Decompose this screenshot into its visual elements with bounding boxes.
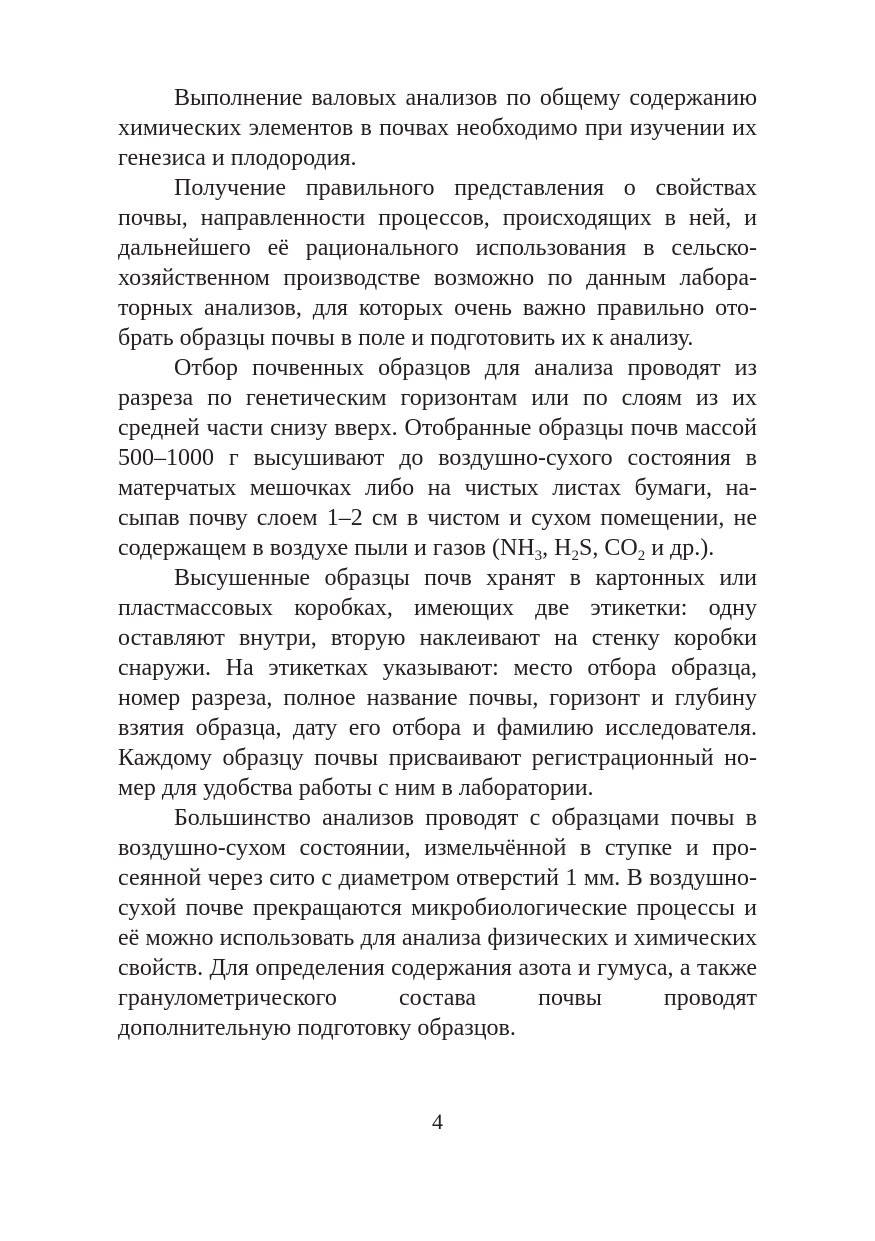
paragraph-1: Выполнение валовых анализов по общему содержанию химических элементов в почвах необходимо при изучении их генезиса и плодородия. bbox=[118, 85, 757, 171]
paragraph-4: Высушенные образцы почв хранят в картонных или пластмассовых коробках, имеющих две этикетки: одну оставляют внутри, вторую наклеивают на стенку коробки снаружи. На этикетках указывают: место отбора образца, номер разреза, полное название почвы, горизонт и глубину взятия образца, дату его отбора и фамилию исследователя. Каждому образцу почвы присваивают регистрационный номер для удобства работы с ним в лаборатории. bbox=[118, 565, 757, 801]
paragraph-2: Получение правильного представления о свойствах почвы, направленности процессов, происходящих в ней, и дальнейшего её рационального использования в сельскохозяйственном производстве возможно по данным лабораторных анализов, для которых очень важно правильно отобрать образцы почвы в поле и подготовить их к анализу. bbox=[118, 175, 757, 351]
h2s-subscript: 2 bbox=[571, 548, 579, 564]
paragraph-3 bbox=[118, 353, 757, 563]
co2-subscript: 2 bbox=[637, 548, 646, 564]
page-number: 4 bbox=[432, 1109, 443, 1134]
paragraph-3-end: и др.). bbox=[645, 535, 715, 561]
paragraph-3-s-co: S, CO bbox=[579, 535, 638, 561]
paragraph-3-main: Отбор почвенных образцов для анализа проводят из разреза по генетическим горизонтам или по слоям из их средней части снизу вверх. Отобранные образцы почв массой 500–1000 г высушивают до воздушно-сухого состояния в матерчатых мешочках либо на чистых листах бумаги, насыпав почву слоем 1–2 см в чистом и сухом помещении, bbox=[118, 355, 757, 531]
body-text bbox=[118, 83, 757, 1043]
nh3-subscript: 3 bbox=[534, 548, 543, 564]
paragraph-3-tail-text: не содержащем в воздухе пыли и газов (NH bbox=[118, 505, 758, 561]
paragraph-5: Большинство анализов проводят с образцами почвы в воздушно-сухом состоянии, измельчённой в ступке и просеянной через сито с диаметром отверстий 1 мм. В воздушно-сухой почве прекращаются микробиологические процессы и её можно использовать для анализа физических и химических свойств. Для определения содержания азота и гумуса, а также гранулометрического состава почвы проводят дополнительную подготовку образцов. bbox=[118, 805, 757, 1041]
paragraph-3-sep: , H bbox=[542, 535, 572, 561]
